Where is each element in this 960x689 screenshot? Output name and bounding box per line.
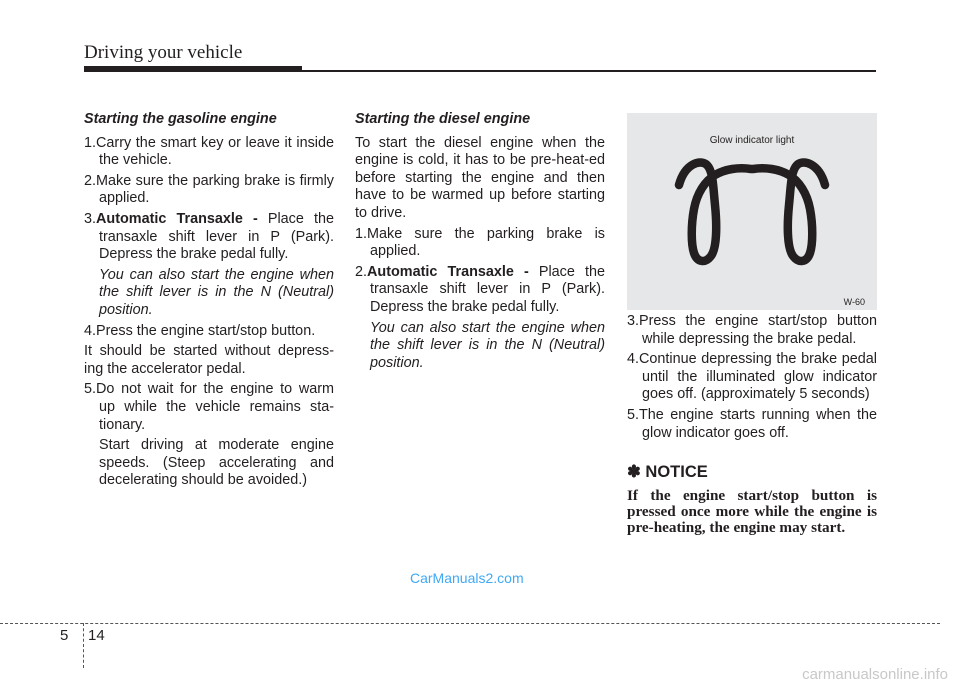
section-heading-gasoline: Starting the gasoline engine [84,111,277,127]
diesel-step-3: 3.Press the engine start/stop button while depressing the brake pedal. [627,313,877,347]
diesel-step-5: 5.The engine starts running when the glow indicator goes off. [627,406,877,441]
step-text: Place the transaxle shift lever in P (Park). Depress the brake pedal fully. [99,210,334,263]
gasoline-step-1: 1.Carry the smart key or leave it inside the vehicle. [84,134,334,169]
step-bold-label: Automatic Transaxle - [96,210,258,227]
notice-star-icon: ✽ [627,463,641,482]
notice-heading [627,464,877,482]
figure-caption: Glow indicator light [709,135,795,146]
gasoline-step-3 [84,211,334,264]
gasoline-step-5-sub: Start driving at moderate engine speeds. (Steep accelerating and decelerating should be avoided.) [99,437,334,489]
glow-indicator-figure [627,113,877,310]
header-rule [302,70,876,72]
step-number: 2. [355,263,368,280]
header-bar [84,66,302,72]
page-header-title: Driving your vehicle [84,42,243,63]
gasoline-step-2: 2.Make sure the parking brake is firmly applied. [84,172,334,207]
section-heading-diesel: Starting the diesel engine [355,111,531,127]
watermark-link[interactable]: CarManuals2.com [410,570,524,586]
step-number: 3. [84,210,97,227]
gasoline-step-5: 5.Do not wait for the engine to warm up while the vehicle remains sta-tionary. [84,381,334,433]
chapter-number: 5 [60,627,69,644]
footer-dashed-divider [83,623,84,668]
step-text: Place the transaxle shift lever in P (Park). Depress the brake pedal fully. [370,263,605,315]
diesel-intro: To start the diesel engine when the engine is cold, it has to be pre-heat-ed before starting the engine and then have to be warmed up before starting to drive. [355,134,605,221]
gasoline-note: It should be started without depress-ing the accelerator pedal. [84,343,334,377]
notice-text: If the engine start/stop button is pressed once more while the engine is pre-heating, the engine may start. [627,486,877,536]
page-number: 14 [88,627,105,644]
diesel-step-2-italic-note: You can also start the engine when the shift lever is in the N (Neutral) position. [370,319,605,371]
gasoline-step-4: 4.Press the engine start/stop button. [84,322,316,339]
diesel-step-2 [355,264,605,317]
column-diesel [355,111,605,375]
footer-dashed-rule [0,623,940,624]
gasoline-step-3-italic-note: You can also start the engine when the shift lever is in the N (Neutral) position. [99,266,334,318]
figure-code: W-60 [843,297,865,307]
diesel-step-1: 1.Make sure the parking brake is applied. [355,225,605,260]
column-gasoline [84,111,334,493]
diesel-step-4: 4.Continue depressing the brake pedal until the illuminated glow indicator goes off. (approximately 5 seconds) [627,351,877,403]
column-diesel-continued [627,313,877,536]
step-bold-label: Automatic Transaxle - [367,263,529,280]
glow-plug-indicator-icon [627,113,877,310]
site-watermark: carmanualsonline.info [802,666,948,683]
notice-title: NOTICE [645,463,708,482]
